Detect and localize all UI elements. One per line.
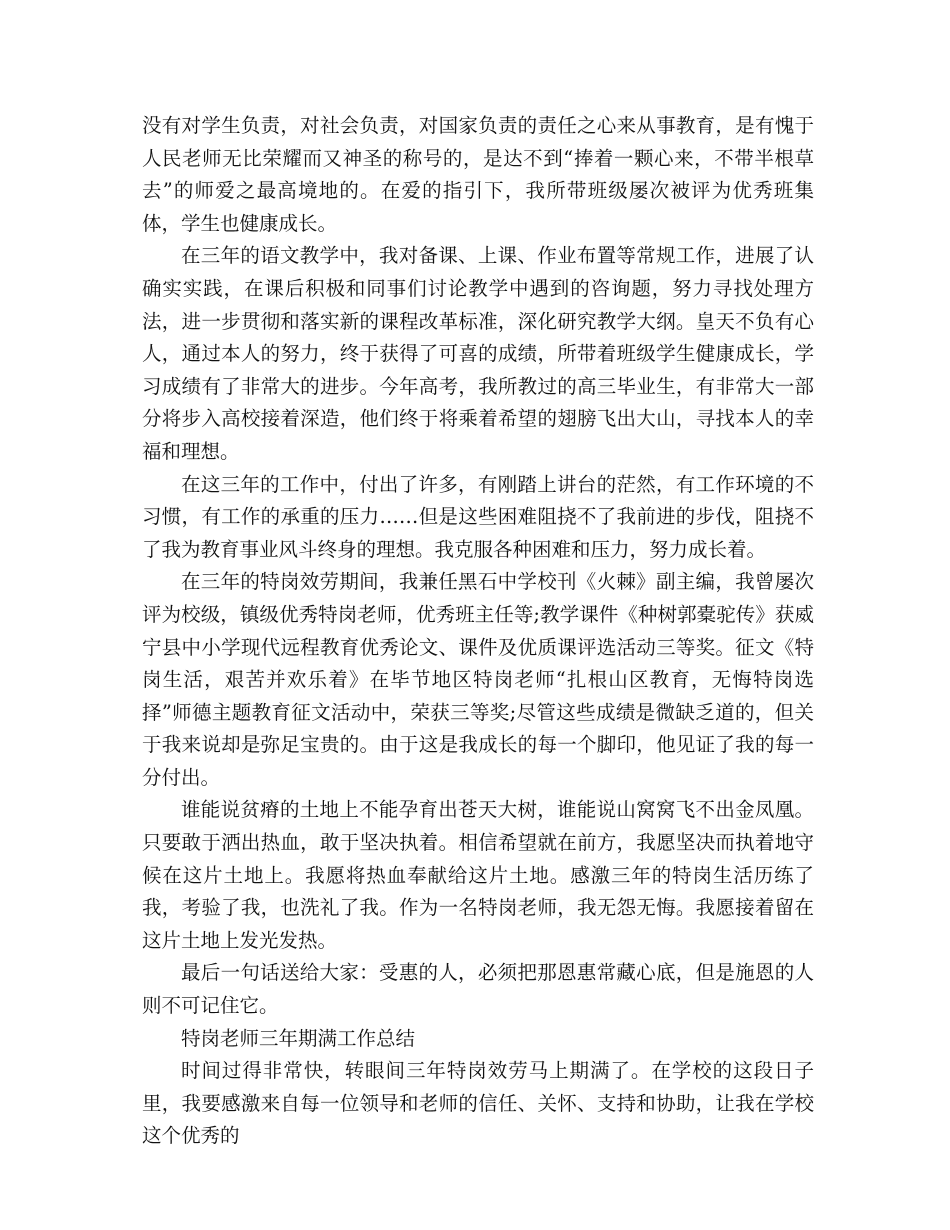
paragraph-responsibility: 没有对学生负责，对社会负责，对国家负责的责任之心来从事教育，是有愧于人民老师无比荣耀而又神圣的称号的，是达不到“捧着一颗心来，不带半根草去”的师爱之最高境地的。在爱的指引下，我所带班级屡次被评为优秀班集体，学生也健康成长。 [142, 114, 814, 235]
document-body [142, 110, 814, 1153]
paragraph-chinese-teaching: 在三年的语文教学中，我对备课、上课、作业布置等常规工作，进展了认确实实践，在课后积极和同事们讨论教学中遇到的咨询题，努力寻找处理方法，进一步贯彻和落实新的课程改革标准，深化研究教学大纲。皇天不负有心人，通过本人的努力，终于获得了可喜的成绩，所带着班级学生健康成长，学习成绩有了非常大的进步。今年高考，我所教过的高三毕业生，有非常大一部分将步入高校接着深造，他们终于将乘着希望的翅膀飞出大山，寻找本人的幸福和理想。 [142, 244, 814, 463]
paragraph-closing-words: 最后一句话送给大家：受惠的人，必须把那恩惠常藏心底，但是施恩的人则不可记住它。 [142, 961, 814, 1018]
paragraph-summary-intro: 时间过得非常快，转眼间三年特岗效劳马上期满了。在学校的这段日子里，我要感激来自每一位领导和老师的信任、关怀、支持和协助，让我在学校这个优秀的 [142, 1059, 814, 1148]
paragraph-three-years-work: 在这三年的工作中，付出了许多，有刚踏上讲台的茫然，有工作环境的不习惯，有工作的承重的压力……但是这些困难阻挠不了我前进的步伐，阻挠不了我为教育事业风斗终身的理想。我克服各种困难和压力，努力成长着。 [142, 472, 814, 561]
section-title: 特岗老师三年期满工作总结 [181, 1026, 416, 1050]
paragraph-commitment: 谁能说贫瘠的土地上不能孕育出苍天大树，谁能说山窝窝飞不出金凤凰。只要敢于洒出热血，敢于坚决执着。相信希望就在前方，我愿坚决而执着地守候在这片土地上。我愿将热血奉献给这片土地。感激三年的特岗生活历练了我，考验了我，也洗礼了我。作为一名特岗老师，我无怨无悔。我愿接着留在这片土地上发光发热。 [142, 798, 814, 952]
paragraph-achievements: 在三年的特岗效劳期间，我兼任黑石中学校刊《火棘》副主编，我曾屡次评为校级，镇级优秀特岗老师，优秀班主任等;教学课件《种树郭橐驼传》获威宁县中小学现代远程教育优秀论文、课件及优质课评选活动三等奖。征文《特岗生活，艰苦并欢乐着》在毕节地区特岗老师“扎根山区教育，无悔特岗选择”师德主题教育征文活动中，荣获三等奖;尽管这些成绩是微缺乏道的，但关于我来说却是弥足宝贵的。由于这是我成长的每一个脚印，他见证了我的每一分付出。 [142, 570, 814, 789]
